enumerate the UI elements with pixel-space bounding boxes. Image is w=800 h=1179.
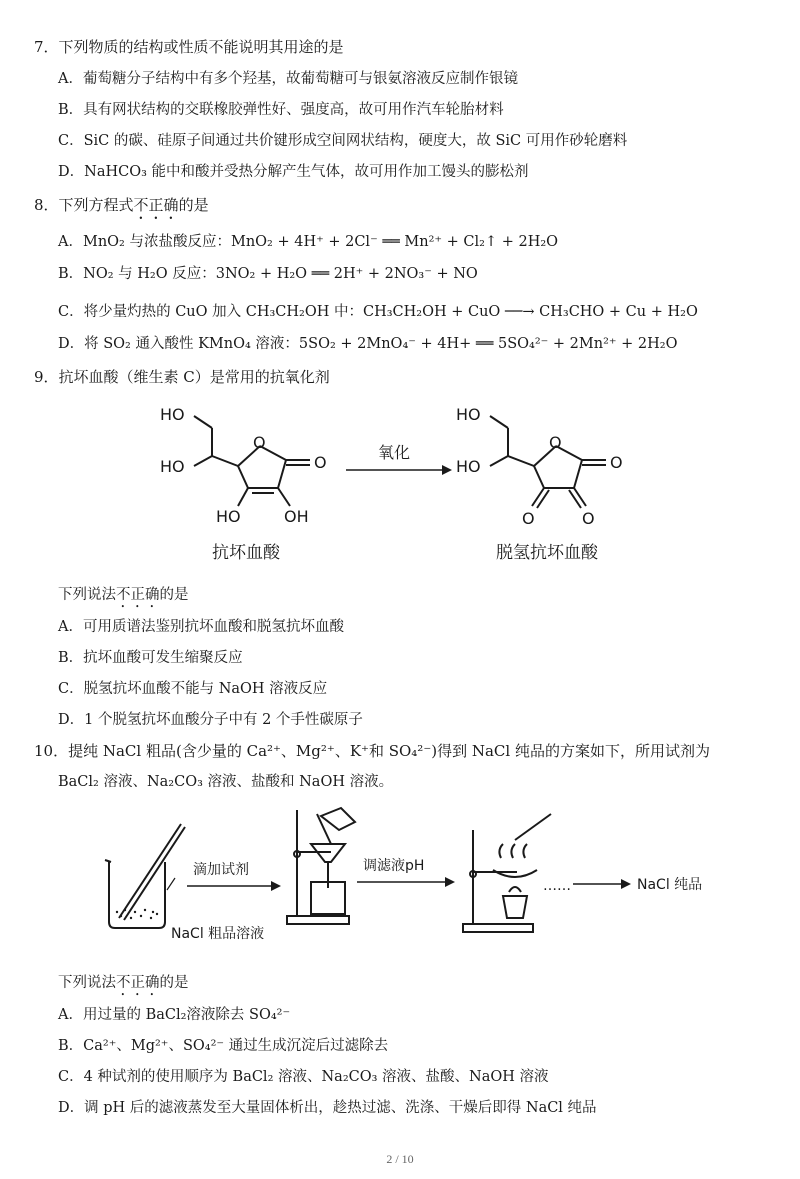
q8-option-c: C．将少量灼热的 CuO 加入 CH₃CH₂OH 中：CH₃CH₂OH + CuO ──→ CH₃CHO + Cu + H₂O xyxy=(58,304,698,320)
filtration-stand-icon xyxy=(287,808,355,924)
final-arrowhead xyxy=(621,879,631,889)
more-steps-dots: …… xyxy=(543,878,571,894)
ascorbic-acid-structure xyxy=(194,416,310,506)
label-keto-o-1: O xyxy=(522,509,535,528)
right-molecule-name: 脱氢抗坏血酸 xyxy=(496,543,598,563)
label-ring-o-right: O xyxy=(549,433,562,452)
q10-option-c: C．4 种试剂的使用顺序为 BaCl₂ 溶液、Na₂CO₃ 溶液、盐酸、NaOH 溶液 xyxy=(58,1069,549,1085)
oxidation-arrowhead xyxy=(442,465,452,475)
q10-stem-line1: 10．提纯 NaCl 粗品(含少量的 Ca²⁺、Mg²⁺、K⁺和 SO₄²⁻)得到 NaCl 纯品的方案如下，所用试剂为 xyxy=(34,742,710,760)
q8-option-a: A．MnO₂ 与浓盐酸反应：MnO₂ + 4H⁺ + 2Cl⁻ ══ Mn²⁺ + Cl₂↑ + 2H₂O xyxy=(58,234,559,250)
q8-option-d: D．将 SO₂ 通入酸性 KMnO₄ 溶液：5SO₂ + 2MnO₄⁻ + 4H+ ══ 5SO₄²⁻ + 2Mn²⁺ + 2H₂O xyxy=(58,336,678,352)
product-label: NaCl 纯品 xyxy=(637,877,703,893)
q9-option-b: B．抗坏血酸可发生缩聚反应 xyxy=(58,650,243,666)
q10-intro-emph: 不正确 xyxy=(116,975,160,991)
label-ring-o-left: O xyxy=(253,433,266,452)
q9-intro xyxy=(58,585,189,611)
q10-stem-line2: BaCl₂ 溶液、Na₂CO₃ 溶液、盐酸和 NaOH 溶液。 xyxy=(58,774,394,790)
beaker-label: NaCl 粗品溶液 xyxy=(171,926,265,942)
evaporation-stand-icon xyxy=(463,814,551,932)
label-carbonyl-o-left: O xyxy=(314,453,327,472)
label-ho-4: HO xyxy=(456,405,481,424)
q7-option-a: A．葡萄糖分子结构中有多个羟基，故葡萄糖可与银氨溶液反应制作银镜 xyxy=(58,71,518,87)
q7-option-b: B．具有网状结构的交联橡胶弹性好、强度高，故可用作汽车轮胎材料 xyxy=(58,102,504,118)
label-oh-1: OH xyxy=(284,507,309,526)
q9-option-c: C．脱氢抗坏血酸不能与 NaOH 溶液反应 xyxy=(58,681,328,697)
q10-option-d: D．调 pH 后的滤液蒸发至大量固体析出，趁热过滤、洗涤、干燥后即得 NaCl 纯品 xyxy=(58,1100,597,1116)
q8-option-b: B．NO₂ 与 H₂O 反应：3NO₂ + H₂O ══ 2H⁺ + 2NO₃⁻ + NO xyxy=(58,266,478,282)
step1-arrowhead xyxy=(271,881,281,891)
left-molecule-name: 抗坏血酸 xyxy=(212,543,280,563)
q7-stem: 7．下列物质的结构或性质不能说明其用途的是 xyxy=(34,38,344,56)
label-ho-2: HO xyxy=(160,457,185,476)
q10-intro-pre: 下列说法 xyxy=(58,975,116,991)
q7-option-d: D．NaHCO₃ 能中和酸并受热分解产生气体，故可用作加工馒头的膨松剂 xyxy=(58,164,529,180)
q10-option-b: B．Ca²⁺、Mg²⁺、SO₄²⁻ 通过生成沉淀后过滤除去 xyxy=(58,1038,389,1054)
step1-label: 滴加试剂 xyxy=(193,862,249,878)
q10-intro xyxy=(58,973,189,999)
q8-stem-emph: 不正确 xyxy=(133,196,179,214)
label-ho-3: HO xyxy=(216,507,241,526)
q8-stem xyxy=(34,195,209,223)
step2-arrowhead xyxy=(445,877,455,887)
q9-option-a: A．可用质谱法鉴别抗坏血酸和脱氢抗坏血酸 xyxy=(58,619,344,635)
q9-intro-emph: 不正确 xyxy=(116,587,160,603)
q9-stem: 9．抗坏血酸（维生素 C）是常用的抗氧化剂 xyxy=(34,368,330,386)
q9-option-d: D．1 个脱氢抗坏血酸分子中有 2 个手性碳原子 xyxy=(58,712,363,728)
q9-intro-post: 的是 xyxy=(159,587,189,603)
q10-intro-post: 的是 xyxy=(159,975,189,991)
label-keto-o-2: O xyxy=(582,509,595,528)
label-ho-1: HO xyxy=(160,405,185,424)
q10-option-a: A．用过量的 BaCl₂溶液除去 SO₄²⁻ xyxy=(58,1007,291,1023)
label-ho-5: HO xyxy=(456,457,481,476)
stir-mark xyxy=(167,878,175,890)
q8-stem-pre: 8．下列方程式 xyxy=(34,196,134,214)
label-carbonyl-o-right: O xyxy=(610,453,623,472)
page-number: 2 / 10 xyxy=(386,1152,414,1166)
oxidation-label: 氧化 xyxy=(378,443,411,462)
q9-intro-pre: 下列说法 xyxy=(58,587,116,603)
step2-label: 调滤液pH xyxy=(363,858,425,874)
dehydroascorbic-acid-structure xyxy=(490,416,606,508)
purification-flow-diagram xyxy=(95,800,735,960)
q8-stem-post: 的是 xyxy=(178,196,209,214)
ascorbic-acid-diagram xyxy=(150,398,650,576)
q7-option-c: C．SiC 的碳、硅原子间通过共价键形成空间网状结构，硬度大，故 SiC 可用作砂轮磨料 xyxy=(58,133,628,149)
